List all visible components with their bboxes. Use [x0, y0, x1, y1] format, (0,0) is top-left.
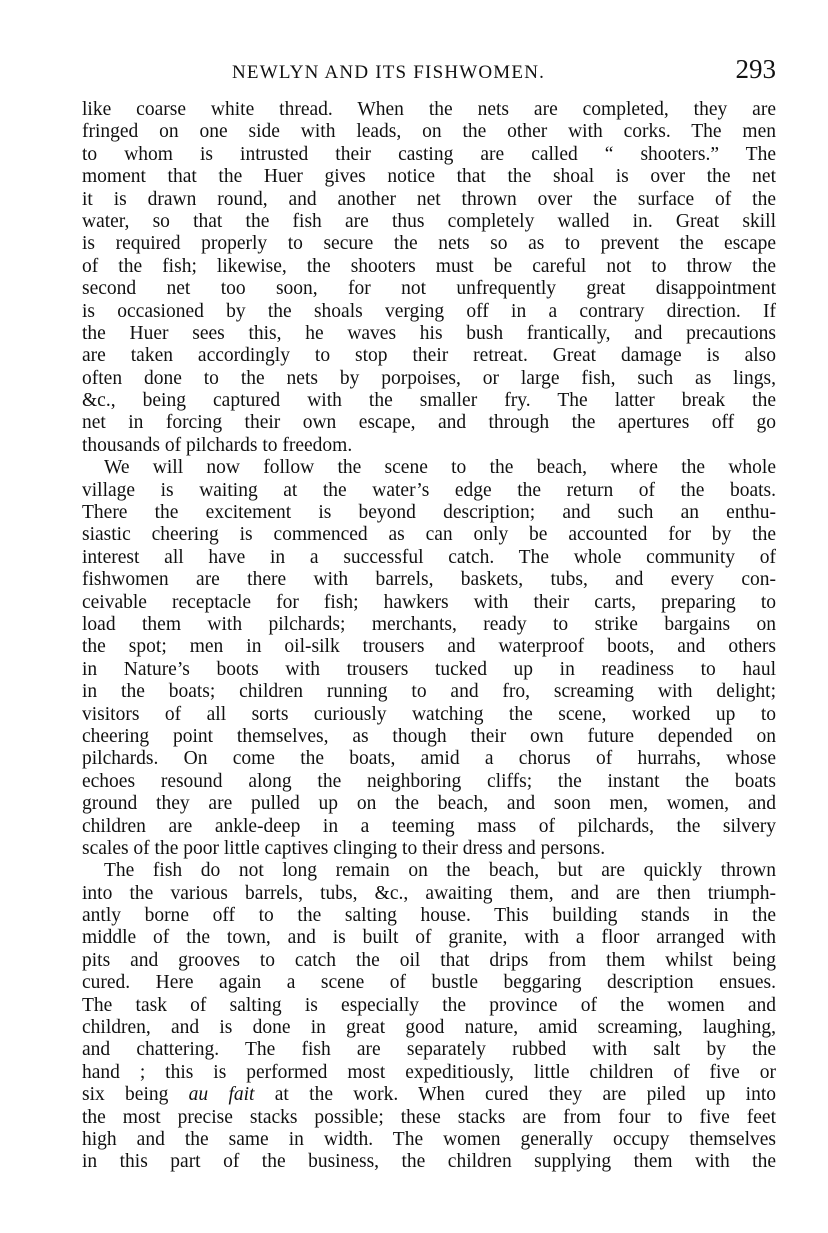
text-line: &c., being captured with the smaller fry. The latter break the [82, 390, 776, 412]
text-line: it is drawn round, and another net thrown over the surface of the [82, 188, 776, 210]
italic-phrase: au fait [188, 1084, 255, 1106]
text-line: visitors of all sorts curiously watching the scene, worked up to [82, 703, 776, 725]
text-line: net in forcing their own escape, and through the apertures off go [82, 412, 776, 434]
text-line: children, and is done in great good nature, amid screaming, laughing, [82, 1017, 776, 1039]
text-line: high and the same in width. The women generally occupy themselves [82, 1128, 776, 1150]
text-line: The task of salting is especially the province of the women and [82, 994, 776, 1016]
text-line: thousands of pilchards to freedom. [82, 434, 353, 456]
text-line: echoes resound along the neighboring cliffs; the instant the boats [82, 770, 776, 792]
text-line: the spot; men in oil-silk trousers and waterproof boots, and others [82, 636, 776, 658]
chapter-title: NEWLYN AND ITS FISHWOMEN. [232, 62, 546, 83]
text-line: pilchards. On come the boats, amid a chorus of hurrahs, whose [82, 748, 776, 770]
text-line: moment that the Huer gives notice that the shoal is over the net [82, 166, 776, 188]
text-line: like coarse white thread. When the nets are completed, they are [82, 99, 776, 120]
paragraph-2 [82, 457, 776, 860]
text-line: scales of the poor little captives clinging to their dress and persons. [82, 837, 606, 859]
text-line: The fish do not long remain on the beach, but are quickly thrown [104, 860, 776, 882]
text-line: village is waiting at the water’s edge the return of the boats. [82, 479, 776, 501]
running-head [82, 54, 776, 86]
text-line: There the excitement is beyond description; and such an enthu- [82, 502, 776, 524]
text-line: is required properly to secure the nets so as to prevent the escape [82, 233, 776, 255]
text-line: ceivable receptacle for fish; hawkers with their carts, preparing to [82, 591, 776, 613]
text-line: is occasioned by the shoals verging off in a contrary direction. If [82, 300, 776, 322]
page-number: 293 [735, 54, 776, 84]
text-line: often done to the nets by porpoises, or large fish, such as lings, [82, 367, 776, 389]
text-line: the Huer sees this, he waves his bush frantically, and precautions [82, 322, 776, 344]
text-line-with-italic [82, 1084, 776, 1106]
text-line: fringed on one side with leads, on the other with corks. The men [82, 121, 776, 143]
text-line: cured. Here again a scene of bustle beggaring description ensues. [82, 972, 776, 994]
text-line: interest all have in a successful catch. The whole community of [82, 546, 776, 568]
text-line: pits and grooves to catch the oil that drips from them whilst being [82, 949, 776, 971]
text-line: in this part of the business, the children supplying them with the [82, 1151, 776, 1173]
text-line: hand ; this is performed most expeditiously, little children of five or [82, 1061, 776, 1083]
paragraph-1 [82, 99, 776, 457]
body-text [82, 99, 776, 1174]
text-line: children are ankle-deep in a teeming mass of pilchards, the silvery [82, 815, 776, 837]
text-line: of the fish; likewise, the shooters must be careful not to throw the [82, 255, 776, 277]
text-line: and chattering. The fish are separately rubbed with salt by the [82, 1039, 776, 1061]
text-line: load them with pilchards; merchants, ready to strike bargains on [82, 613, 776, 635]
text-segment: at the work. When cured they are piled up into [254, 1084, 776, 1106]
text-line: the most precise stacks possible; these stacks are from four to five feet [82, 1106, 776, 1128]
text-line: fishwomen are there with barrels, baskets, tubs, and every con- [82, 569, 776, 591]
text-line: water, so that the fish are thus completely walled in. Great skill [82, 210, 776, 232]
paragraph-3 [82, 860, 776, 1173]
text-line: second net too soon, for not unfrequently great disappointment [82, 278, 776, 300]
text-line: into the various barrels, tubs, &c., awaiting them, and are then triumph- [82, 882, 776, 904]
text-line: ground they are pulled up on the beach, and soon men, women, and [82, 793, 776, 815]
text-line: cheering point themselves, as though their own future depended on [82, 725, 776, 747]
text-segment: six being [82, 1084, 189, 1106]
text-line: siastic cheering is commenced as can only be accounted for by the [82, 524, 776, 546]
text-line: in Nature’s boots with trousers tucked up in readiness to haul [82, 658, 776, 680]
text-line: antly borne off to the salting house. This building stands in the [82, 905, 776, 927]
text-line: in the boats; children running to and fro, screaming with delight; [82, 681, 776, 703]
text-line: to whom is intrusted their casting are called “ shooters.” The [82, 143, 776, 165]
text-line: We will now follow the scene to the beach, where the whole [104, 457, 776, 479]
text-line: middle of the town, and is built of granite, with a floor arranged with [82, 927, 776, 949]
text-line: are taken accordingly to stop their retreat. Great damage is also [82, 345, 776, 367]
